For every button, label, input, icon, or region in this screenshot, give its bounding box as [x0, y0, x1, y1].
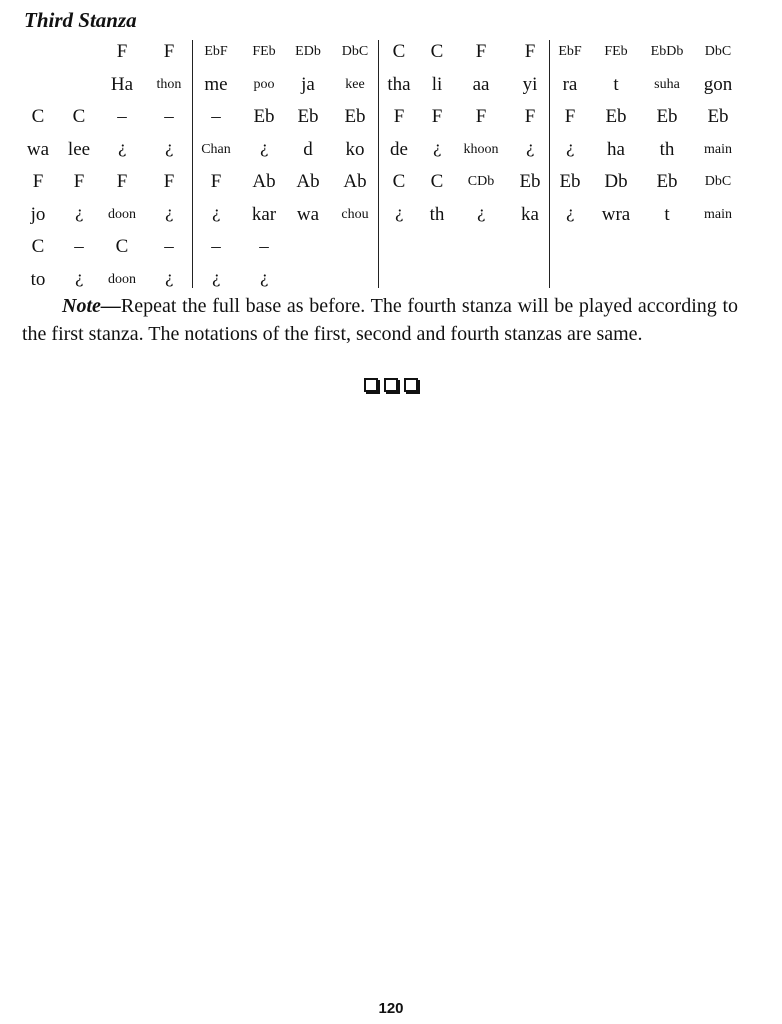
notation-cell: ra — [562, 74, 578, 95]
notation-cell: F — [116, 41, 128, 62]
notation-cell: ¿ — [211, 203, 221, 222]
notation-cell: F — [475, 106, 487, 127]
notation-cell: EbDb — [650, 44, 684, 59]
notation-cell: F — [32, 171, 44, 192]
notation-cell: F — [163, 171, 175, 192]
notation-cell: t — [664, 204, 670, 225]
notation-cell: EbF — [204, 44, 228, 59]
box-icon — [364, 378, 378, 392]
notation-cell: EDb — [295, 44, 321, 59]
notation-cell: F — [431, 106, 443, 127]
notation-cell: yi — [522, 74, 538, 95]
notation-cell: ¿ — [476, 203, 486, 222]
notation-cell: thon — [156, 77, 182, 92]
notation-cell: ¿ — [565, 203, 575, 222]
bar-line — [549, 40, 550, 288]
notation-cell: Eb — [559, 171, 581, 192]
notation-cell: – — [164, 106, 174, 127]
notation-grid — [0, 0, 782, 300]
notation-cell: C — [392, 41, 406, 62]
notation-cell: CDb — [467, 174, 495, 189]
notation-cell: Eb — [344, 106, 366, 127]
notation-cell: – — [164, 236, 174, 257]
notation-cell: ha — [607, 139, 625, 160]
page-number: 120 — [378, 1000, 404, 1017]
notation-cell: – — [74, 236, 84, 257]
notation-cell: jo — [30, 204, 46, 225]
notation-cell: FEb — [604, 44, 628, 59]
notation-cell: wa — [296, 204, 320, 225]
notation-cell: ¿ — [117, 138, 127, 157]
notation-cell: ¿ — [259, 268, 269, 287]
notation-cell: C — [72, 106, 86, 127]
notation-cell: Eb — [707, 106, 729, 127]
notation-cell: wa — [26, 139, 50, 160]
notation-cell: lee — [67, 139, 91, 160]
notation-cell: ka — [521, 204, 539, 225]
notation-cell: C — [31, 236, 45, 257]
notation-cell: ¿ — [525, 138, 535, 157]
notation-cell: FEb — [252, 44, 276, 59]
notation-cell: ¿ — [164, 203, 174, 222]
box-icon — [384, 378, 398, 392]
notation-cell: Chan — [201, 142, 231, 157]
notation-cell: de — [390, 139, 408, 160]
notation-cell: C — [115, 236, 129, 257]
notation-cell: ja — [301, 74, 315, 95]
notation-cell: F — [475, 41, 487, 62]
notation-cell: ko — [345, 139, 365, 160]
notation-cell: ¿ — [259, 138, 269, 157]
notation-cell: t — [613, 74, 619, 95]
notation-cell: tha — [387, 74, 411, 95]
notation-cell: ¿ — [164, 268, 174, 287]
notation-cell: d — [303, 139, 313, 160]
notation-cell: C — [430, 41, 444, 62]
notation-cell: F — [210, 171, 222, 192]
notation-cell: Ab — [343, 171, 367, 192]
note-text: Repeat the full base as before. The fourth stanza will be played according to the first stanza. The notations of the first, second and fourth stanzas are same. — [22, 295, 738, 345]
notation-cell: khoon — [463, 142, 499, 157]
notation-cell: C — [31, 106, 45, 127]
notation-cell: DbC — [341, 44, 369, 59]
notation-cell: – — [259, 236, 269, 257]
notation-cell: Eb — [605, 106, 627, 127]
notation-cell: me — [204, 74, 228, 95]
notation-cell: DbC — [704, 44, 732, 59]
notation-cell: ¿ — [565, 138, 575, 157]
notation-cell: doon — [108, 272, 136, 287]
notation-cell: wra — [601, 204, 631, 225]
notation-cell: Eb — [297, 106, 319, 127]
notation-cell: F — [393, 106, 405, 127]
notation-cell: ¿ — [211, 268, 221, 287]
notation-cell: C — [392, 171, 406, 192]
notation-cell: to — [30, 269, 46, 290]
notation-cell: ¿ — [164, 138, 174, 157]
notation-cell: kee — [345, 77, 365, 92]
notation-cell: ¿ — [74, 268, 84, 287]
notation-cell: Eb — [656, 106, 678, 127]
note-lead: Note— — [62, 295, 121, 317]
notation-cell: suha — [654, 77, 680, 92]
notation-cell: chou — [341, 207, 369, 222]
notation-cell: kar — [251, 204, 277, 225]
notation-cell: main — [704, 142, 732, 157]
notation-cell: – — [117, 106, 127, 127]
notation-cell: main — [704, 207, 732, 222]
notation-cell: Eb — [519, 171, 541, 192]
notation-cell: – — [211, 106, 221, 127]
notation-cell: gon — [703, 74, 733, 95]
notation-cell: th — [659, 139, 675, 160]
notation-cell: EbF — [558, 44, 582, 59]
notation-cell: F — [116, 171, 128, 192]
notation-cell: poo — [253, 77, 275, 92]
notation-cell: th — [429, 204, 445, 225]
notation-cell: aa — [472, 74, 490, 95]
notation-cell: ¿ — [74, 203, 84, 222]
notation-cell: DbC — [704, 174, 732, 189]
bar-line — [378, 40, 379, 288]
notation-cell: doon — [108, 207, 136, 222]
notation-cell: F — [524, 41, 536, 62]
notation-cell: Db — [604, 171, 628, 192]
notation-cell: C — [430, 171, 444, 192]
notation-cell: F — [163, 41, 175, 62]
note-paragraph — [22, 292, 738, 348]
notation-cell: ¿ — [394, 203, 404, 222]
bar-line — [192, 40, 193, 288]
notation-cell: F — [524, 106, 536, 127]
section-title: Third Stanza — [24, 8, 137, 32]
notation-cell: Ab — [252, 171, 276, 192]
box-icon — [404, 378, 418, 392]
notation-cell: Ab — [296, 171, 320, 192]
notation-cell: li — [431, 74, 443, 95]
notation-cell: ¿ — [432, 138, 442, 157]
notation-cell: F — [564, 106, 576, 127]
notation-cell: – — [211, 236, 221, 257]
notation-cell: F — [73, 171, 85, 192]
notation-cell: Eb — [253, 106, 275, 127]
notation-cell: Eb — [656, 171, 678, 192]
notation-cell: Ha — [110, 74, 134, 95]
end-marks — [0, 378, 782, 397]
